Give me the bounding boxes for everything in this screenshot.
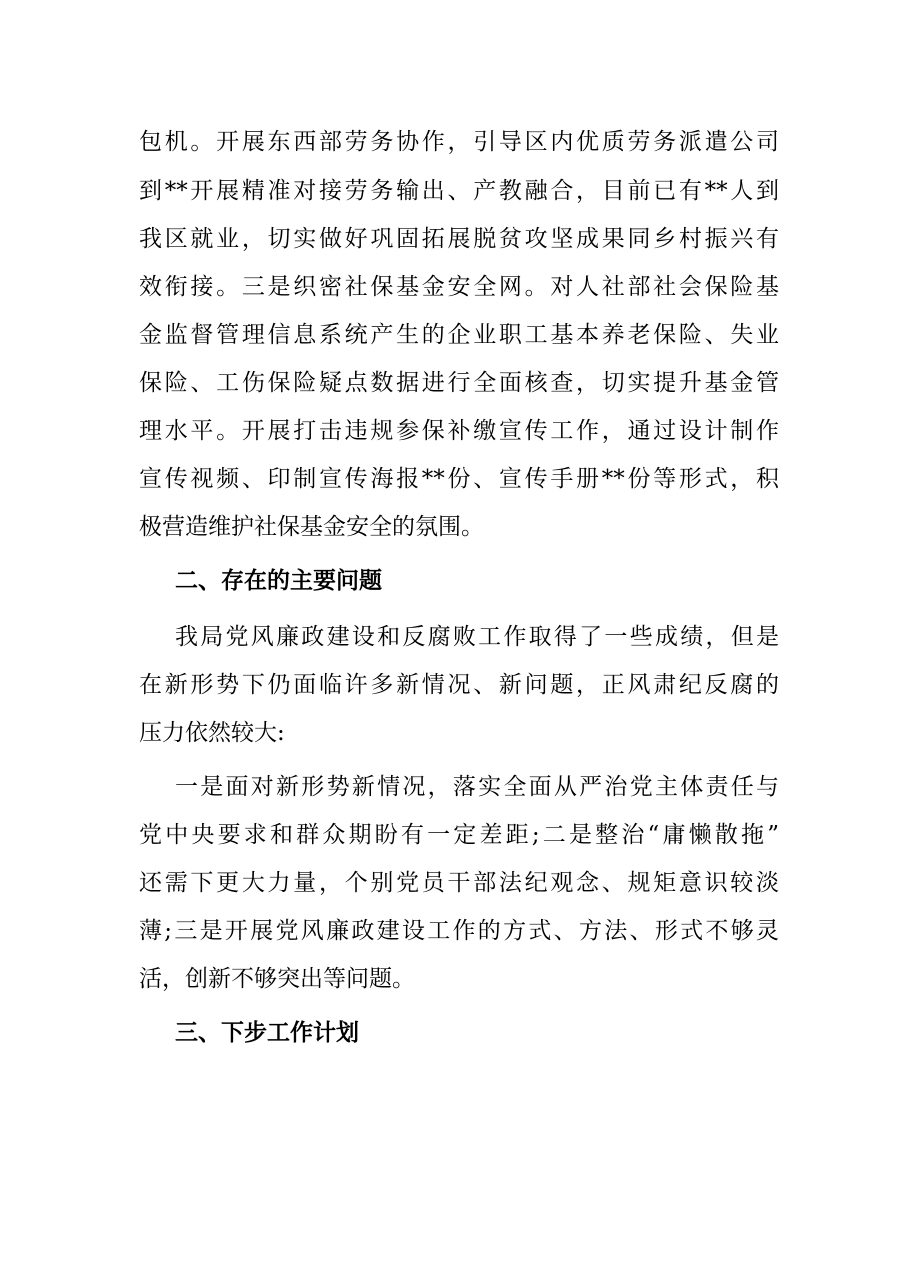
section-heading-problems: 二、存在的主要问题: [175, 568, 382, 594]
section-heading-next-steps: 三、下步工作计划: [175, 1020, 359, 1046]
paragraph-line: 宣传视频、印制宣传海报**份、宣传手册**份等形式，积: [139, 466, 779, 492]
paragraph-line: 一是面对新形势新情况，落实全面从严治党主体责任与: [175, 774, 779, 800]
paragraph-line: 在新形势下仍面临许多新情况、新问题，正风肃纪反腐的: [139, 672, 779, 698]
paragraph-line: 活，创新不够突出等问题。: [139, 966, 415, 992]
paragraph-line: 薄;三是开展党风廉政建设工作的方式、方法、形式不够灵: [139, 918, 779, 944]
paragraph-line: 党中央要求和群众期盼有一定差距;二是整治“庸懒散拖”: [139, 822, 779, 848]
paragraph-line: 保险、工伤保险疑点数据进行全面核查，切实提升基金管: [139, 370, 779, 396]
paragraph-line: 压力依然较大:: [139, 720, 285, 746]
paragraph-line: 还需下更大力量，个别党员干部法纪观念、规矩意识较淡: [139, 870, 779, 896]
paragraph-line: 我局党风廉政建设和反腐败工作取得了一些成绩，但是: [175, 624, 779, 650]
paragraph-line: 效衔接。三是织密社保基金安全网。对人社部社会保险基: [139, 274, 779, 300]
paragraph-line: 我区就业，切实做好巩固拓展脱贫攻坚成果同乡村振兴有: [139, 226, 779, 252]
paragraph-line: 理水平。开展打击违规参保补缴宣传工作，通过设计制作: [139, 418, 779, 444]
paragraph-line: 极营造维护社保基金安全的氛围。: [139, 514, 484, 540]
paragraph-line: 金监督管理信息系统产生的企业职工基本养老保险、失业: [139, 322, 779, 348]
paragraph-line: 到**开展精准对接劳务输出、产教融合，目前已有**人到: [139, 178, 779, 204]
paragraph-line: 包机。开展东西部劳务协作，引导区内优质劳务派遣公司: [139, 129, 779, 155]
